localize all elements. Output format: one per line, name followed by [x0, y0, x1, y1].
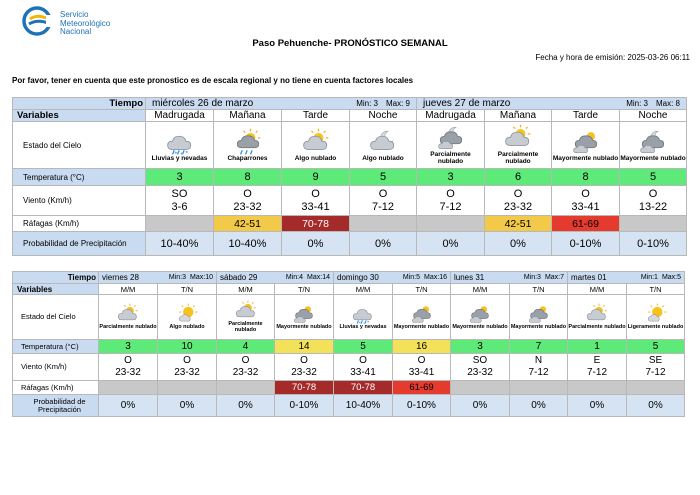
precip-probability: 0%	[282, 232, 350, 256]
day-header	[334, 272, 451, 284]
wind-direction: O	[241, 355, 250, 366]
wind-speed: 33-41	[408, 367, 435, 378]
sky-state	[282, 128, 349, 163]
precip-probability: 0%	[158, 395, 217, 417]
sunny-cloud-icon	[174, 303, 200, 325]
sky-cell	[217, 295, 275, 340]
day-min: Min: 3	[626, 99, 648, 108]
sky-label: Algo nublado	[169, 324, 205, 331]
sky-cell	[485, 122, 552, 169]
wind-speed: 23-32	[174, 367, 200, 378]
sky-state	[275, 303, 333, 331]
sky-state	[350, 128, 416, 163]
sky-label: Mayormente nublado	[276, 324, 332, 331]
precip-probability: 0-10%	[275, 395, 334, 417]
sky-label: Ligeramente nublado	[627, 324, 684, 331]
day-max: Max:10	[190, 274, 213, 281]
day-header	[568, 272, 685, 284]
tiempo-header: Tiempo	[13, 272, 99, 284]
temperature-value: 5	[627, 340, 685, 354]
period-header: Tarde	[552, 110, 620, 122]
temperature-value: 5	[334, 340, 393, 354]
day-max: Max:5	[661, 274, 681, 281]
sky-label: Mayormente nublado	[393, 324, 450, 331]
wind-speed: 23-32	[233, 200, 262, 213]
temperature-value: 16	[393, 340, 451, 354]
gust-value	[417, 216, 485, 232]
day-min: Min:3	[523, 274, 541, 281]
wind-direction: E	[593, 355, 601, 366]
sky-state	[620, 128, 686, 163]
smn-logo	[22, 6, 142, 40]
tiempo-header: Tiempo	[13, 98, 146, 110]
gust-value: 70-78	[282, 216, 350, 232]
gust-value: 42-51	[485, 216, 552, 232]
sky-cell	[393, 295, 451, 340]
wind-cell	[510, 354, 568, 381]
sky-label: Lluvias y nevadas	[339, 324, 387, 331]
wind-direction: O	[581, 187, 590, 200]
precip-probability: 0%	[485, 232, 552, 256]
period-header: Tarde	[282, 110, 350, 122]
logo-line-1: Servicio	[60, 10, 89, 19]
cloudy-night-icon	[637, 128, 669, 156]
wind-direction: SO	[472, 355, 488, 366]
rain-snow-icon	[350, 303, 376, 325]
wind-direction: O	[300, 355, 308, 366]
forecast-table-2days	[12, 97, 687, 256]
day-header	[451, 272, 568, 284]
wind-speed: 33-41	[301, 200, 330, 213]
sky-cell	[620, 122, 687, 169]
period-header: M/M	[334, 284, 393, 295]
sky-label: Mayormente nublado	[552, 154, 619, 162]
sky-cell	[334, 295, 393, 340]
wind-speed: 7-12	[528, 367, 549, 378]
rain-snow-icon	[164, 128, 196, 156]
sky-state	[485, 124, 551, 166]
temperatura-label: Temperatura (°C)	[13, 340, 99, 354]
day-name: viernes 28	[102, 273, 139, 282]
day-max: Max:16	[424, 274, 447, 281]
gust-value	[350, 216, 417, 232]
day-min: Min: 3	[356, 99, 378, 108]
gust-value	[99, 381, 158, 395]
sky-label: Parcialmente nublado	[497, 151, 539, 165]
wind-speed: 7-12	[439, 200, 462, 213]
precip-probability: 10-40%	[146, 232, 214, 256]
wind-cell	[552, 186, 620, 216]
regional-notice: Por favor, tener en cuenta que este pronostico es de escala regional y no tiene en cuenta factores locales	[12, 76, 414, 85]
day-header	[417, 98, 687, 110]
day-name: miércoles 26 de marzo	[152, 98, 254, 109]
wind-cell	[350, 186, 417, 216]
temperature-value: 8	[214, 169, 282, 186]
wind-cell	[282, 186, 350, 216]
sky-state	[510, 303, 567, 331]
wind-speed: 23-32	[232, 367, 259, 378]
day-max: Max:14	[307, 274, 330, 281]
day-name: lunes 31	[454, 273, 485, 282]
day-name: domingo 30	[337, 273, 379, 282]
viento-label: Viento (Km/h)	[13, 354, 99, 381]
period-header: T/N	[393, 284, 451, 295]
variables-header: Variables	[13, 284, 99, 295]
wind-direction: O	[359, 355, 367, 366]
partly-sunny-icon	[233, 300, 259, 322]
sky-label: Parcialmente nublado	[228, 321, 263, 333]
day-header	[99, 272, 217, 284]
period-header: Mañana	[485, 110, 552, 122]
wind-speed: 7-12	[586, 367, 607, 378]
gust-value: 42-51	[214, 216, 282, 232]
sky-cell	[417, 122, 485, 169]
partly-sunny-icon	[300, 128, 332, 156]
period-header: T/N	[158, 284, 217, 295]
mostly-cloudy-icon	[291, 303, 317, 325]
wind-speed: 7-12	[645, 367, 666, 378]
temperature-value: 9	[282, 169, 350, 186]
wind-direction: O	[446, 187, 455, 200]
day-name: martes 01	[571, 273, 607, 282]
wind-direction: O	[648, 187, 658, 200]
period-header: Noche	[620, 110, 687, 122]
wind-cell	[627, 354, 685, 381]
forecast-table-extended	[12, 271, 685, 417]
precip-probability: 0%	[417, 232, 485, 256]
gust-value	[627, 381, 685, 395]
wind-cell	[99, 354, 158, 381]
wind-direction: O	[378, 187, 388, 200]
rafagas-label: Ráfagas (Km/h)	[13, 216, 146, 232]
wind-cell	[568, 354, 627, 381]
sky-cell	[451, 295, 510, 340]
temperature-value: 1	[568, 340, 627, 354]
wind-direction: O	[183, 355, 191, 366]
temperature-value: 5	[620, 169, 687, 186]
temperature-value: 3	[146, 169, 214, 186]
sky-cell	[146, 122, 214, 169]
wind-cell	[620, 186, 687, 216]
partly-cloudy-night-icon	[367, 128, 399, 156]
wind-cell	[275, 354, 334, 381]
wind-speed: 13-22	[638, 200, 668, 213]
mostly-cloudy-icon	[467, 303, 493, 325]
period-header: M/M	[99, 284, 158, 295]
partly-sunny-icon	[502, 124, 534, 152]
wind-cell	[146, 186, 214, 216]
temperature-value: 7	[510, 340, 568, 354]
sky-label: Parcialmente nublado	[99, 324, 157, 331]
wind-speed: 23-32	[291, 367, 317, 378]
precip-probability: 0%	[99, 395, 158, 417]
smn-logo-icon	[22, 6, 56, 36]
period-header: M/M	[568, 284, 627, 295]
precip-probability: 10-40%	[334, 395, 393, 417]
precip-probability: 0%	[217, 395, 275, 417]
gust-value	[451, 381, 510, 395]
period-header: M/M	[451, 284, 510, 295]
sky-cell	[627, 295, 685, 340]
day-header	[146, 98, 417, 110]
wind-speed: 33-41	[350, 367, 376, 378]
sky-cell	[282, 122, 350, 169]
period-header: M/M	[217, 284, 275, 295]
gust-value	[146, 216, 214, 232]
sky-label: Algo nublado	[294, 154, 337, 162]
day-min: Min:5	[402, 274, 421, 281]
sky-state	[417, 124, 484, 166]
gust-value	[217, 381, 275, 395]
wind-direction: O	[417, 355, 426, 366]
precip-probability: 0%	[568, 395, 627, 417]
wind-direction: SE	[648, 355, 663, 366]
probabilidad-label: Probabilidad de Precipitación	[13, 395, 99, 417]
mostly-cloudy-icon	[409, 303, 435, 325]
gust-value	[510, 381, 568, 395]
wind-speed: 7-12	[371, 200, 395, 213]
sky-label: Parcialmente nublado	[568, 324, 626, 331]
wind-cell	[217, 354, 275, 381]
wind-cell	[158, 354, 217, 381]
sunny-cloud-icon	[643, 303, 669, 325]
sky-state	[627, 303, 684, 331]
variables-header: Variables	[13, 110, 146, 122]
precip-probability: 0-10%	[393, 395, 451, 417]
cloudy-night-icon	[435, 124, 467, 152]
period-header: Mañana	[214, 110, 282, 122]
estado-cielo-label: Estado del Cielo	[13, 122, 146, 169]
wind-direction: O	[311, 187, 320, 200]
viento-label: Viento (Km/h)	[13, 186, 146, 216]
sky-cell	[99, 295, 158, 340]
rafagas-label: Ráfagas (Km/h)	[13, 381, 99, 395]
gust-value	[158, 381, 217, 395]
period-header: Madrugada	[146, 110, 214, 122]
sky-state	[334, 303, 392, 331]
period-header: Noche	[350, 110, 417, 122]
wind-direction: N	[534, 355, 543, 366]
gust-value	[568, 381, 627, 395]
precip-probability: 0-10%	[552, 232, 620, 256]
temperature-value: 4	[217, 340, 275, 354]
precip-probability: 0-10%	[620, 232, 687, 256]
day-min: Min:3	[168, 274, 187, 281]
temperature-value: 14	[275, 340, 334, 354]
gust-value	[620, 216, 687, 232]
day-name: sábado 29	[220, 273, 258, 282]
precip-probability: 0%	[510, 395, 568, 417]
wind-speed: 3-6	[171, 200, 188, 213]
sky-label: Algo nublado	[362, 154, 404, 162]
gust-value: 61-69	[393, 381, 451, 395]
wind-cell	[393, 354, 451, 381]
showers-icon	[232, 128, 264, 156]
period-header: T/N	[510, 284, 568, 295]
wind-cell	[214, 186, 282, 216]
temperature-value: 6	[485, 169, 552, 186]
day-max: Max: 8	[655, 99, 680, 108]
sky-state	[158, 303, 216, 331]
temperature-value: 3	[99, 340, 158, 354]
gust-value: 61-69	[552, 216, 620, 232]
wind-direction: O	[243, 187, 252, 200]
wind-direction: SO	[171, 187, 188, 200]
sky-state	[552, 128, 619, 163]
mostly-cloudy-icon	[570, 128, 602, 156]
sky-label: Parcialmente nublado	[430, 151, 471, 165]
sky-state	[217, 300, 274, 334]
emission-datetime: Fecha y hora de emisión: 2025-03-26 06:11	[535, 53, 690, 62]
day-min: Min:4	[285, 274, 304, 281]
sky-cell	[214, 122, 282, 169]
wind-speed: 23-32	[115, 367, 141, 378]
temperatura-label: Temperatura (°C)	[13, 169, 146, 186]
sky-cell	[275, 295, 334, 340]
sky-state	[146, 128, 213, 163]
day-max: Max:7	[544, 274, 564, 281]
period-header: T/N	[627, 284, 685, 295]
period-header: T/N	[275, 284, 334, 295]
sky-cell	[510, 295, 568, 340]
sky-state	[214, 128, 281, 163]
temperature-value: 8	[552, 169, 620, 186]
wind-cell	[451, 354, 510, 381]
logo-line-3: Nacional	[60, 27, 92, 36]
temperature-value: 5	[350, 169, 417, 186]
wind-direction: O	[124, 355, 132, 366]
wind-speed: 33-41	[571, 200, 600, 213]
gust-value: 70-78	[275, 381, 334, 395]
sky-cell	[158, 295, 217, 340]
mostly-cloudy-icon	[526, 303, 552, 325]
wind-cell	[334, 354, 393, 381]
probabilidad-label: Probabilidad de Precipitación	[13, 232, 146, 256]
estado-cielo-label: Estado del Cielo	[13, 295, 99, 340]
partly-sunny-icon	[115, 303, 141, 325]
sky-state	[393, 303, 450, 331]
precip-probability: 10-40%	[214, 232, 282, 256]
gust-value: 70-78	[334, 381, 393, 395]
day-max: Max: 9	[385, 99, 410, 108]
period-header: Madrugada	[417, 110, 485, 122]
precip-probability: 0%	[627, 395, 685, 417]
precip-probability: 0%	[350, 232, 417, 256]
wind-cell	[485, 186, 552, 216]
sky-cell	[552, 122, 620, 169]
day-name: jueves 27 de marzo	[423, 98, 511, 109]
precip-probability: 0%	[451, 395, 510, 417]
sky-state	[99, 303, 157, 331]
temperature-value: 3	[417, 169, 485, 186]
wind-direction: O	[513, 187, 523, 200]
sky-state	[568, 303, 626, 331]
sky-state	[451, 303, 509, 331]
wind-speed: 23-32	[467, 367, 493, 378]
sky-label: Mayormente nublado	[452, 324, 508, 331]
temperature-value: 10	[158, 340, 217, 354]
sky-label: Mayormente nublado	[620, 154, 686, 162]
logo-line-2: Meteorológico	[60, 18, 111, 28]
wind-speed: 23-32	[503, 200, 533, 213]
sky-label: Chaparrones	[227, 154, 268, 162]
day-min: Min:1	[640, 274, 658, 281]
sky-label: Lluvias y nevadas	[151, 154, 208, 162]
sky-label: Mayormente nublado	[510, 324, 567, 331]
temperature-value: 3	[451, 340, 510, 354]
partly-sunny-icon	[584, 303, 610, 325]
sky-cell	[350, 122, 417, 169]
page-title: Paso Pehuenche- PRONÓSTICO SEMANAL	[252, 38, 448, 49]
wind-cell	[417, 186, 485, 216]
sky-cell	[568, 295, 627, 340]
day-header	[217, 272, 334, 284]
